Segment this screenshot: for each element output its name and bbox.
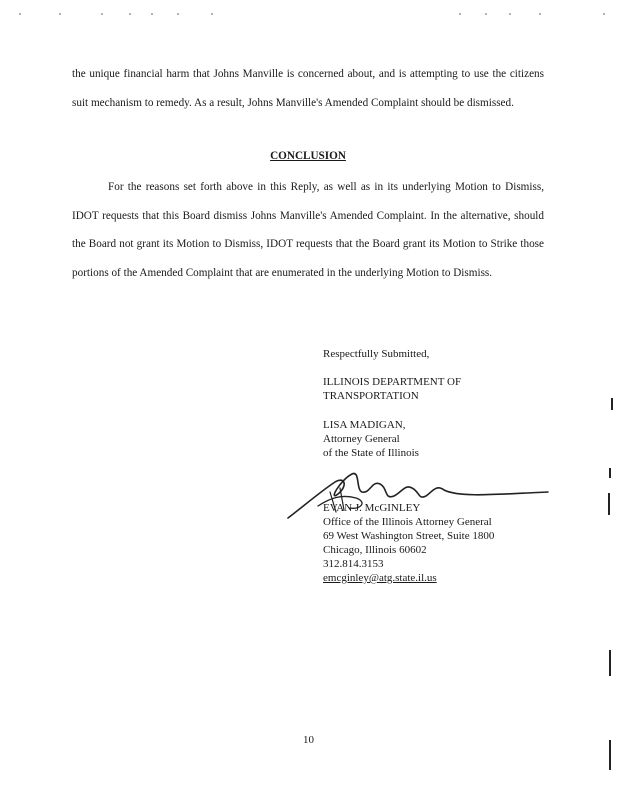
page-number: 10 — [303, 734, 314, 746]
street-line: 69 West Washington Street, Suite 1800 — [323, 530, 495, 542]
email-link[interactable]: emcginley@atg.state.il.us — [323, 572, 437, 584]
scan-mark-4 — [609, 650, 611, 676]
scan-mark-3 — [608, 493, 610, 515]
body-paragraph-1: the unique financial harm that Johns Manville is concerned about, and is attempting to use the citizens suit mechanism to remedy. As a result, Johns Manville's Amended Complaint should be dismissed. — [72, 68, 544, 109]
attorney-name: LISA MADIGAN, — [323, 419, 406, 431]
conclusion-heading: CONCLUSION — [270, 150, 346, 162]
signer-name: EVAN J. McGINLEY — [323, 502, 421, 514]
phone-line: 312.814.3153 — [323, 558, 384, 570]
signer-block — [323, 501, 553, 585]
office-line: Office of the Illinois Attorney General — [323, 516, 492, 528]
body-paragraph-2: For the reasons set forth above in this Reply, as well as in its underlying Motion to Dismiss, IDOT requests that this Board dismiss Johns Manville's Amended Complaint. In the alternative, should the Board not grant its Motion to Dismiss, IDOT requests that the Board grant its Motion to Strike those portions of the Amended Complaint that are enumerated in the underlying Motion to Dismiss. — [72, 181, 544, 279]
attorney-general-block — [323, 418, 553, 460]
scan-mark-1 — [611, 398, 613, 410]
organization-line-2: TRANSPORTATION — [323, 390, 419, 402]
organization-block — [323, 375, 553, 403]
closing-line: Respectfully Submitted, — [323, 348, 430, 360]
scan-mark-2 — [609, 468, 611, 478]
city-line: Chicago, Illinois 60602 — [323, 544, 427, 556]
attorney-title-1: Attorney General — [323, 433, 400, 445]
organization-line-1: ILLINOIS DEPARTMENT OF — [323, 376, 462, 388]
scan-dots-top — [0, 0, 617, 20]
attorney-title-2: of the State of Illinois — [323, 447, 419, 459]
